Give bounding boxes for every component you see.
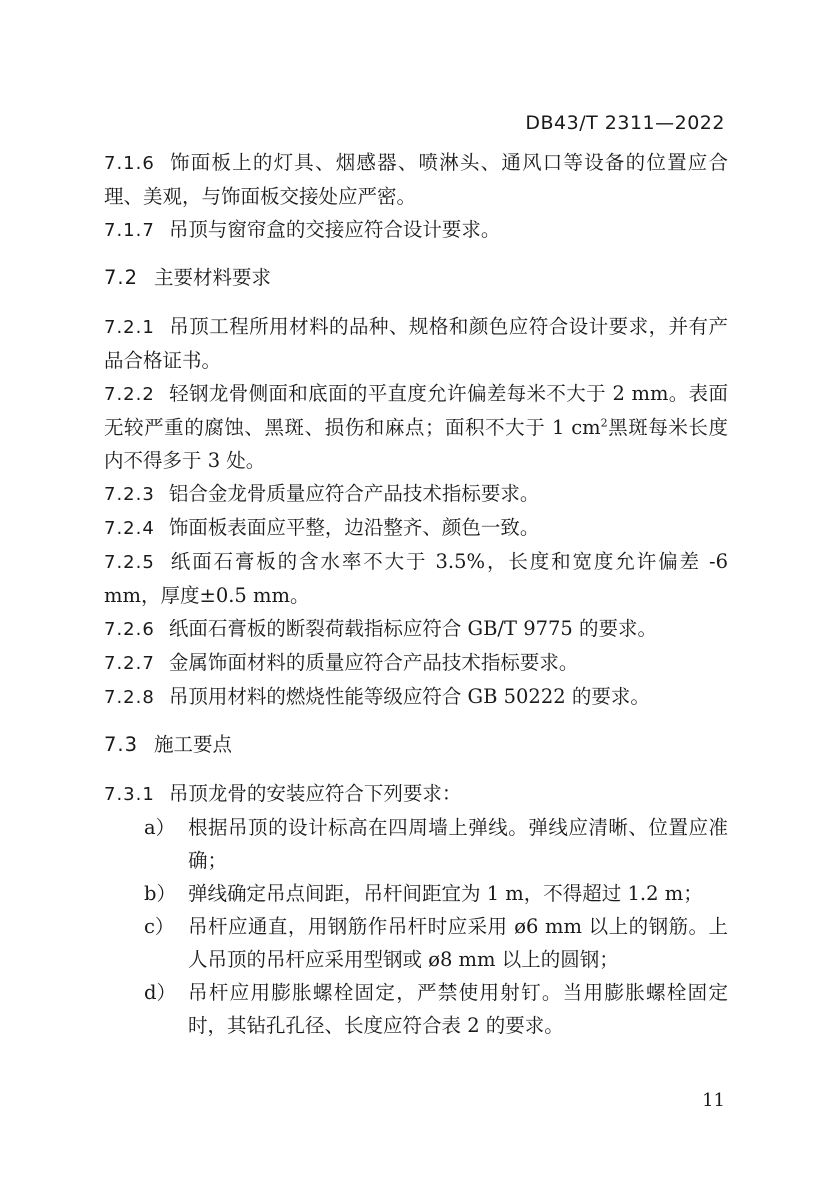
list-item-text: 弹线确定吊点间距，吊杆间距宜为 1 m，不得超过 1.2 m； (188, 882, 703, 905)
list-marker: a） (144, 816, 176, 839)
document-body (104, 146, 728, 1042)
clause-number: 7.2.8 (104, 687, 155, 708)
clause-number: 7.2.3 (104, 484, 155, 505)
clause-text: 吊顶与窗帘盒的交接应符合设计要求。 (168, 218, 501, 241)
clause-text: 铝合金龙骨质量应符合产品技术指标要求。 (168, 482, 540, 505)
clause-number: 7.2.7 (104, 653, 155, 674)
section-title: 主要材料要求 (154, 266, 272, 289)
list-item-text: 吊杆应通直，用钢筋作吊杆时应采用 ø6 mm 以上的钢筋。上人吊顶的吊杆应采用型钢或 ø8 mm 以上的圆钢； (188, 915, 728, 971)
clause-number: 7.2.4 (104, 518, 155, 539)
document-id-header: DB43/T 2311—2022 (525, 112, 725, 134)
clause-text: 饰面板上的灯具、烟感器、喷淋头、通风口等设备的位置应合理、美观，与饰面板交接处应严密。 (104, 151, 728, 208)
clause-7-2-7 (104, 646, 728, 680)
clause-7-2-4 (104, 511, 728, 545)
clause-number: 7.1.7 (104, 220, 155, 241)
section-number: 7.2 (104, 266, 139, 289)
clause-number: 7.3.1 (104, 784, 155, 805)
page-number: 11 (702, 1090, 725, 1111)
clause-number: 7.2.2 (104, 384, 155, 405)
clause-7-2-5 (104, 545, 728, 612)
list-marker: c） (144, 915, 175, 938)
clause-7-2-2 (104, 377, 728, 477)
clause-7-3-1 (104, 777, 728, 811)
list-item-d (104, 976, 728, 1042)
clause-number: 7.2.6 (104, 619, 155, 640)
clause-7-2-3 (104, 477, 728, 511)
clause-7-2-1 (104, 310, 728, 377)
clause-7-1-6 (104, 146, 728, 213)
list-item-c (104, 910, 728, 976)
list-item-a (104, 811, 728, 877)
section-7-2-heading (104, 261, 728, 294)
list-marker: b） (144, 882, 176, 905)
clause-7-2-6 (104, 612, 728, 646)
section-title: 施工要点 (154, 733, 233, 756)
clause-text: 饰面板表面应平整，边沿整齐、颜色一致。 (168, 516, 540, 539)
clause-text: 纸面石膏板的含水率不大于 3.5%，长度和宽度允许偏差 -6 mm，厚度±0.5 mm。 (104, 550, 728, 607)
clause-text: 吊顶工程所用材料的品种、规格和颜色应符合设计要求，并有产品合格证书。 (104, 315, 728, 372)
clause-text: 纸面石膏板的断裂荷载指标应符合 GB/T 9775 的要求。 (168, 617, 658, 640)
list-item-text: 吊杆应用膨胀螺栓固定，严禁使用射钉。当用膨胀螺栓固定时，其钻孔孔径、长度应符合表 2 的要求。 (188, 981, 728, 1037)
list-item-b (104, 877, 728, 910)
clause-7-1-7 (104, 213, 728, 247)
clause-text-part1: 轻钢龙骨侧面和底面的平直度允许偏差每米不大于 2 mm。表面无较严重的腐蚀、黑斑、损伤和麻点；面积不大于 1 cm (104, 382, 728, 439)
clause-number: 7.2.1 (104, 317, 155, 338)
list-marker: d） (144, 981, 176, 1004)
section-7-3-heading (104, 728, 728, 761)
section-number: 7.3 (104, 733, 139, 756)
clause-7-2-8 (104, 680, 728, 714)
clause-text: 吊顶龙骨的安装应符合下列要求： (168, 782, 462, 805)
clause-number: 7.1.6 (104, 153, 155, 174)
superscript: 2 (600, 416, 608, 430)
clause-text: 吊顶用材料的燃烧性能等级应符合 GB 50222 的要求。 (168, 685, 650, 708)
list-item-text: 根据吊顶的设计标高在四周墙上弹线。弹线应清晰、位置应准确； (188, 816, 728, 872)
clause-text: 金属饰面材料的质量应符合产品技术指标要求。 (168, 651, 579, 674)
clause-text-part2: 黑斑每米长度内不得多于 3 处。 (104, 416, 728, 472)
clause-number: 7.2.5 (104, 552, 155, 573)
